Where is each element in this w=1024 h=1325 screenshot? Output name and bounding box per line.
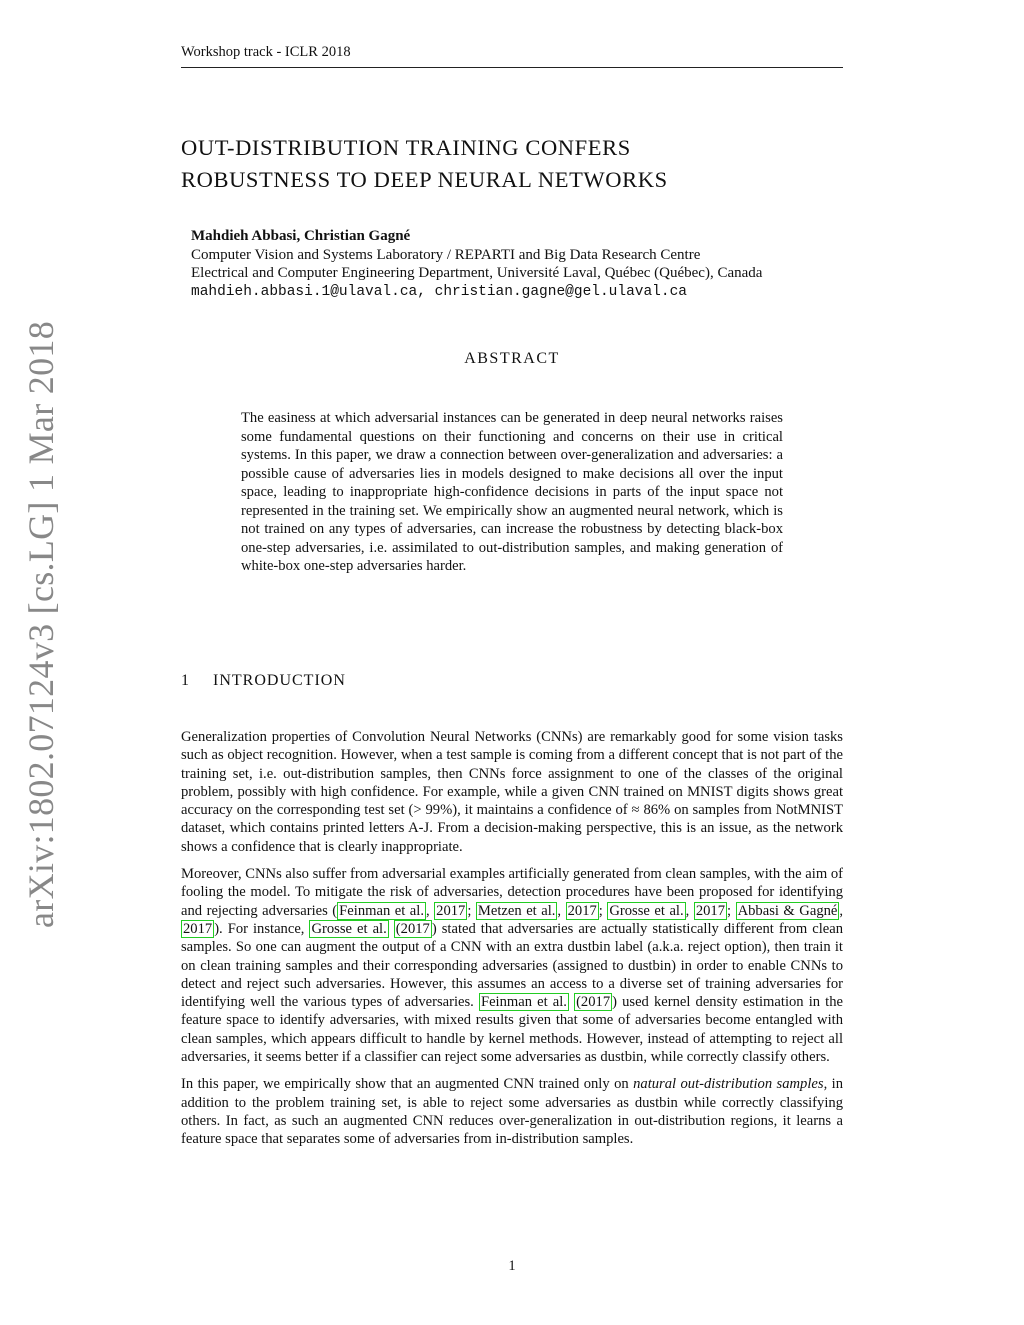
paragraph-2: Moreover, CNNs also suffer from adversarial examples artificially generated from clean samples, with the aim of fooling the model. To mitigate the risk of adversaries, detection procedures have been proposed for identifying and rejecting adversaries ( Feinman et al. , 2017 ; Metzen et al. , 2017 ; Grosse et al. , 2017 ; Abbasi & Gagné , 2017 ). For instance, Grosse et al. (2017 ) stated that adversaries are actually statistically different from clean samples. So one can augment the output of a CNN with an extra dustbin label (a.k.a. reject option), then train it on clean training samples and their corresponding adversaries (assigned to dustbin) in order to enable CNNs to detect and reject such adversaries. However, this assumes an access to a diverse set of training adversaries for identifying well the various types of adversaries. Feinman et al. (2017 ) used kernel density estimation in the feature space to identify adversaries, with mixed results given that some of adversaries become entangled with clean samples, which appears difficult to handle by kernel methods. However, instead of attempting to reject all adversaries, it seems better if a classifier can reject some adversaries as dustbin, while correctly classify others. — [181, 866, 844, 1066]
section-title: INTRODUCTION — [213, 672, 346, 689]
section-number: 1 — [181, 672, 190, 689]
citation-link[interactable]: Grosse et al. — [609, 902, 684, 919]
affiliation-line-1: Computer Vision and Systems Laboratory / REPARTI and Big Data Research Centre — [191, 246, 701, 263]
citation-link[interactable]: Grosse et al. — [311, 920, 387, 937]
citation-link[interactable]: Abbasi & Gagné — [737, 902, 838, 919]
arxiv-identifier: arXiv:1802.07124v3 [cs.LG] 1 Mar 2018 — [21, 321, 61, 928]
citation-link[interactable]: (2017 — [395, 920, 430, 937]
author-emails: mahdieh.abbasi.1@ulaval.ca, christian.gagne@gel.ulaval.ca — [191, 283, 687, 300]
citation-link[interactable]: 2017 — [183, 920, 213, 937]
title-line-1: OUT-DISTRIBUTION TRAINING CONFERS — [181, 135, 631, 160]
citation-link[interactable]: Feinman et al. — [339, 902, 424, 919]
paragraph-3: In this paper, we empirically show that an augmented CNN trained only on natural out-distribution samples, in addition to the problem training set, is able to reject some adversaries as dustbin while correctly classifying others. In fact, as such an augmented CNN reduces over-generalization in out-distribution regions, it learns a feature space that separates some of adversaries from in-distribution samples. — [181, 1076, 844, 1148]
citation-link[interactable]: Metzen et al. — [477, 902, 556, 919]
section-heading-introduction — [181, 672, 346, 690]
title-line-2: ROBUSTNESS TO DEEP NEURAL NETWORKS — [181, 167, 668, 192]
page-number: 1 — [508, 1258, 516, 1274]
citation-link[interactable]: 2017 — [567, 902, 597, 919]
running-header — [181, 44, 843, 68]
abstract-text: The easiness at which adversarial instances can be generated in deep neural networks raises some fundamental questions on their functioning and concerns on their use in critical systems. In this paper, we draw a connection between over-generalization and adversaries: a possible cause of adversaries lies in models designed to make decisions all over the input space, leading to inappropriate high-confidence decisions in parts of the input space not represented in the training set. We empirically show an augmented neural network, which is not trained on any types of adversaries, can increase the robustness by detecting black-box one-step adversaries, i.e. assimilated to out-distribution samples, and making generation of white-box one-step adversaries harder. — [241, 410, 783, 574]
introduction-body — [181, 728, 843, 1158]
citation-link[interactable]: (2017 — [576, 994, 611, 1011]
citation-link[interactable]: 2017 — [695, 902, 725, 919]
citation-link[interactable]: Feinman et al. — [480, 994, 567, 1011]
affiliation-line-2: Electrical and Computer Engineering Department, Université Laval, Québec (Québec), Canada — [191, 265, 763, 281]
citation-link[interactable]: 2017 — [436, 902, 466, 919]
workshop-track-label: Workshop track - ICLR 2018 — [181, 44, 351, 60]
author-block — [191, 227, 841, 301]
author-names: Mahdieh Abbasi, Christian Gagné — [191, 228, 411, 244]
emphasized-term: natural out-distribution samples — [633, 1076, 824, 1093]
paper-title — [181, 132, 841, 196]
paragraph-1: Generalization properties of Convolution Neural Networks (CNNs) are remarkably good for some vision tasks such as object recognition. However, when a test sample is coming from a different concept that is not part of the training set, i.e. out-distribution samples, then CNNs force assignment to one of the classes of the original problem, possibly with high confidence. For example, while a given CNN trained on MNIST digits shows great accuracy on the corresponding test set (> 99%), it maintains a confidence of ≈ 86% on samples from NotMNIST dataset, which contains printed letters A-J. From a decision-making perspective, this is an issue, as the network shows a confidence that is clearly inappropriate. — [181, 729, 843, 855]
abstract-heading: ABSTRACT — [464, 350, 560, 367]
